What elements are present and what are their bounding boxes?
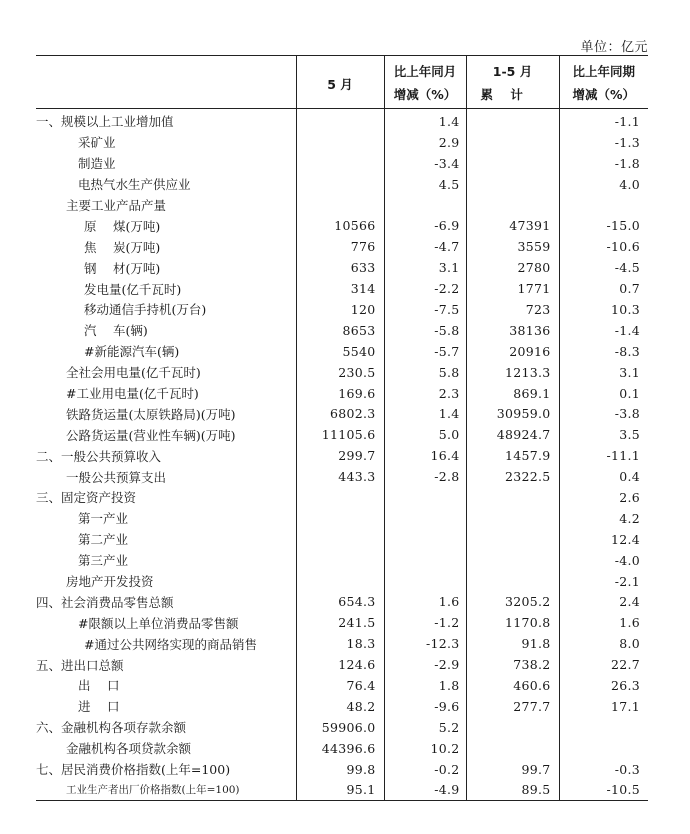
cell-cum-yoy (559, 738, 648, 759)
cell-may: 654.3 (296, 591, 384, 612)
row-label: 制造业 (78, 156, 116, 172)
cell-yoy: -9.6 (384, 696, 466, 717)
cell-cum-yoy: 2.4 (559, 591, 648, 612)
cell-cum-yoy: -0.3 (559, 759, 648, 780)
table-row (36, 109, 648, 132)
cell-cum: 48924.7 (466, 424, 559, 445)
row-label: 主要工业产品产量 (66, 198, 167, 213)
cell-cum (466, 195, 559, 216)
row-label: 工业生产者出厂价格指数(上年=100) (36, 780, 296, 801)
cell-cum-yoy (559, 717, 648, 738)
cell-may: 443.3 (296, 466, 384, 487)
cell-cum-yoy: 4.0 (559, 174, 648, 195)
cell-may (296, 132, 384, 153)
cell-cum (466, 153, 559, 174)
table-row (36, 278, 648, 299)
table-row (36, 299, 648, 320)
row-label: 二、一般公共预算收入 (36, 448, 162, 464)
cell-may: 124.6 (296, 654, 384, 675)
cell-cum: 1170.8 (466, 612, 559, 633)
table-row (36, 466, 648, 487)
row-label: 四、社会消费品零售总额 (36, 594, 174, 610)
cell-cum (466, 174, 559, 195)
header-yoy-bottom: 增减（%） (384, 82, 466, 109)
cell-yoy: 1.6 (384, 591, 466, 612)
cell-may (296, 550, 384, 571)
table-row (36, 132, 648, 153)
statistics-table (36, 55, 648, 801)
cell-yoy: -2.2 (384, 278, 466, 299)
cell-cum-yoy: -1.8 (559, 153, 648, 174)
cell-may: 776 (296, 236, 384, 257)
cell-may: 44396.6 (296, 738, 384, 759)
table-row (36, 424, 648, 445)
cell-cum-yoy: 0.1 (559, 383, 648, 404)
table-row (36, 320, 648, 341)
table-row (36, 362, 648, 383)
cell-cum: 3559 (466, 236, 559, 257)
cell-cum (466, 717, 559, 738)
table-row (36, 612, 648, 633)
table-row (36, 445, 648, 466)
row-label: 一、规模以上工业增加值 (36, 114, 174, 130)
table-row (36, 550, 648, 571)
row-label: 公路货运量(营业性车辆)(万吨) (66, 427, 236, 443)
cell-cum: 1771 (466, 278, 559, 299)
cell-cum (466, 508, 559, 529)
cell-may: 10566 (296, 215, 384, 236)
cell-yoy: 10.2 (384, 738, 466, 759)
cell-yoy: 3.1 (384, 257, 466, 278)
cell-cum: 2780 (466, 257, 559, 278)
cell-cum: 869.1 (466, 383, 559, 404)
cell-yoy: 5.8 (384, 362, 466, 383)
cell-may (296, 487, 384, 508)
cell-cum-yoy: 2.6 (559, 487, 648, 508)
cell-cum (466, 487, 559, 508)
cell-cum-yoy: 8.0 (559, 633, 648, 654)
cell-yoy: -0.2 (384, 759, 466, 780)
cell-yoy: 4.5 (384, 174, 466, 195)
row-label: 钢 材(万吨) (84, 260, 161, 276)
cell-cum: 47391 (466, 215, 559, 236)
header-cum-bottom: 累 计 (466, 82, 559, 109)
table-row (36, 780, 648, 801)
cell-yoy: -2.9 (384, 654, 466, 675)
cell-may: 5540 (296, 341, 384, 362)
cell-may: 76.4 (296, 675, 384, 696)
cell-yoy: -4.7 (384, 236, 466, 257)
cell-cum: 38136 (466, 320, 559, 341)
row-label: 出 口 (78, 678, 120, 694)
table-row (36, 236, 648, 257)
cell-yoy: 2.9 (384, 132, 466, 153)
cell-yoy (384, 508, 466, 529)
row-label: 第三产业 (78, 553, 129, 569)
cell-cum-yoy: 22.7 (559, 654, 648, 675)
table-row (36, 341, 648, 362)
table-header (36, 56, 648, 109)
cell-yoy: -7.5 (384, 299, 466, 320)
cell-cum-yoy: 12.4 (559, 529, 648, 550)
row-label: #新能源汽车(辆) (84, 344, 180, 360)
table-row (36, 174, 648, 195)
cell-cum-yoy: 10.3 (559, 299, 648, 320)
cell-may (296, 508, 384, 529)
table-row (36, 633, 648, 654)
cell-may: 48.2 (296, 696, 384, 717)
row-label: 五、进出口总额 (36, 657, 124, 673)
cell-yoy: -6.9 (384, 215, 466, 236)
cell-yoy: -5.7 (384, 341, 466, 362)
row-label: 第二产业 (78, 532, 129, 548)
row-label: #通过公共网络实现的商品销售 (84, 636, 257, 652)
cell-cum: 30959.0 (466, 403, 559, 424)
cell-cum: 460.6 (466, 675, 559, 696)
header-cum-yoy-bottom: 增减（%） (559, 82, 648, 109)
cell-cum-yoy: -11.1 (559, 445, 648, 466)
cell-cum-yoy: 0.7 (559, 278, 648, 299)
cell-cum-yoy: 4.2 (559, 508, 648, 529)
row-label: 房地产开发投资 (66, 574, 154, 590)
table-row (36, 508, 648, 529)
table-row (36, 717, 648, 738)
cell-may: 6802.3 (296, 403, 384, 424)
cell-cum-yoy (559, 195, 648, 216)
table-row (36, 195, 648, 216)
cell-may: 59906.0 (296, 717, 384, 738)
cell-may (296, 529, 384, 550)
row-label: 金融机构各项贷款余额 (66, 741, 192, 757)
cell-cum-yoy: -1.3 (559, 132, 648, 153)
cell-yoy: 1.8 (384, 675, 466, 696)
cell-may: 299.7 (296, 445, 384, 466)
cell-cum-yoy: -10.5 (559, 780, 648, 801)
cell-cum-yoy: 3.5 (559, 424, 648, 445)
table-row (36, 759, 648, 780)
cell-cum: 20916 (466, 341, 559, 362)
cell-cum-yoy: -8.3 (559, 341, 648, 362)
cell-may: 230.5 (296, 362, 384, 383)
header-cum-top: 1-5 月 (466, 56, 559, 83)
cell-cum: 1457.9 (466, 445, 559, 466)
cell-cum: 723 (466, 299, 559, 320)
cell-may: 8653 (296, 320, 384, 341)
cell-yoy (384, 529, 466, 550)
table-row (36, 696, 648, 717)
table-row (36, 215, 648, 236)
cell-cum: 738.2 (466, 654, 559, 675)
cell-yoy: -3.4 (384, 153, 466, 174)
header-yoy-top: 比上年同月 (384, 56, 466, 83)
table-row (36, 153, 648, 174)
cell-cum: 3205.2 (466, 591, 559, 612)
table-row (36, 383, 648, 404)
cell-may: 241.5 (296, 612, 384, 633)
table-row (36, 403, 648, 424)
cell-cum (466, 550, 559, 571)
cell-may: 314 (296, 278, 384, 299)
cell-cum-yoy: -1.1 (559, 109, 648, 132)
cell-may: 120 (296, 299, 384, 320)
cell-yoy (384, 195, 466, 216)
cell-yoy: 5.2 (384, 717, 466, 738)
header-may: 5 月 (296, 56, 384, 109)
cell-yoy: -4.9 (384, 780, 466, 801)
cell-may: 11105.6 (296, 424, 384, 445)
row-label: #工业用电量(亿千瓦时) (66, 386, 199, 402)
cell-cum-yoy: 26.3 (559, 675, 648, 696)
row-label: 六、金融机构各项存款余额 (36, 720, 187, 736)
table-row (36, 487, 648, 508)
cell-cum: 2322.5 (466, 466, 559, 487)
cell-yoy: -12.3 (384, 633, 466, 654)
cell-yoy: -1.2 (384, 612, 466, 633)
header-cum-yoy-top: 比上年同期 (559, 56, 648, 83)
cell-cum (466, 132, 559, 153)
cell-cum-yoy: 3.1 (559, 362, 648, 383)
cell-cum (466, 529, 559, 550)
table-row (36, 675, 648, 696)
row-label: 采矿业 (78, 135, 116, 151)
cell-cum: 91.8 (466, 633, 559, 654)
cell-yoy: 5.0 (384, 424, 466, 445)
cell-cum (466, 738, 559, 759)
cell-cum (466, 109, 559, 132)
row-label: 铁路货运量(太原铁路局)(万吨) (66, 406, 236, 422)
table-row (36, 591, 648, 612)
cell-yoy (384, 487, 466, 508)
row-label: 发电量(亿千瓦时) (84, 281, 182, 297)
cell-cum: 277.7 (466, 696, 559, 717)
cell-cum-yoy: -3.8 (559, 403, 648, 424)
row-label: 七、居民消费价格指数(上年=100) (36, 762, 231, 778)
cell-may: 95.1 (296, 780, 384, 801)
row-label: 第一产业 (78, 511, 129, 527)
row-label: 电热气水生产供应业 (78, 177, 191, 193)
cell-cum-yoy: -15.0 (559, 215, 648, 236)
cell-yoy (384, 550, 466, 571)
header-label-column (36, 56, 296, 109)
table-row (36, 571, 648, 592)
cell-may: 99.8 (296, 759, 384, 780)
cell-may (296, 571, 384, 592)
cell-may: 18.3 (296, 633, 384, 654)
cell-may: 633 (296, 257, 384, 278)
cell-yoy: -5.8 (384, 320, 466, 341)
cell-cum-yoy: 17.1 (559, 696, 648, 717)
cell-cum-yoy: -4.0 (559, 550, 648, 571)
cell-cum-yoy: -4.5 (559, 257, 648, 278)
table-row (36, 529, 648, 550)
cell-may (296, 109, 384, 132)
row-label: 全社会用电量(亿千瓦时) (66, 365, 201, 381)
row-label: 进 口 (78, 699, 120, 715)
table-row (36, 257, 648, 278)
cell-yoy: 1.4 (384, 109, 466, 132)
cell-yoy: 16.4 (384, 445, 466, 466)
cell-yoy: 1.4 (384, 403, 466, 424)
cell-yoy: -2.8 (384, 466, 466, 487)
cell-may: 169.6 (296, 383, 384, 404)
row-label: 汽 车(辆) (84, 323, 148, 339)
row-label: 原 煤(万吨) (84, 218, 161, 234)
cell-may (296, 195, 384, 216)
cell-cum-yoy: -2.1 (559, 571, 648, 592)
table-body (36, 109, 648, 801)
cell-cum-yoy: -1.4 (559, 320, 648, 341)
row-label: #限额以上单位消费品零售额 (78, 615, 239, 631)
row-label: 三、固定资产投资 (36, 490, 137, 506)
cell-cum-yoy: 0.4 (559, 466, 648, 487)
row-label: 焦 炭(万吨) (84, 239, 161, 255)
cell-cum: 89.5 (466, 780, 559, 801)
cell-cum-yoy: 1.6 (559, 612, 648, 633)
unit-label: 单位：亿元 (580, 40, 648, 55)
cell-cum (466, 571, 559, 592)
cell-may (296, 174, 384, 195)
row-label: 移动通信手持机(万台) (84, 302, 207, 318)
cell-yoy (384, 571, 466, 592)
cell-may (296, 153, 384, 174)
cell-cum-yoy: -10.6 (559, 236, 648, 257)
cell-cum: 1213.3 (466, 362, 559, 383)
row-label: 一般公共预算支出 (66, 469, 167, 485)
cell-cum: 99.7 (466, 759, 559, 780)
cell-yoy: 2.3 (384, 383, 466, 404)
table-row (36, 654, 648, 675)
table-row (36, 738, 648, 759)
